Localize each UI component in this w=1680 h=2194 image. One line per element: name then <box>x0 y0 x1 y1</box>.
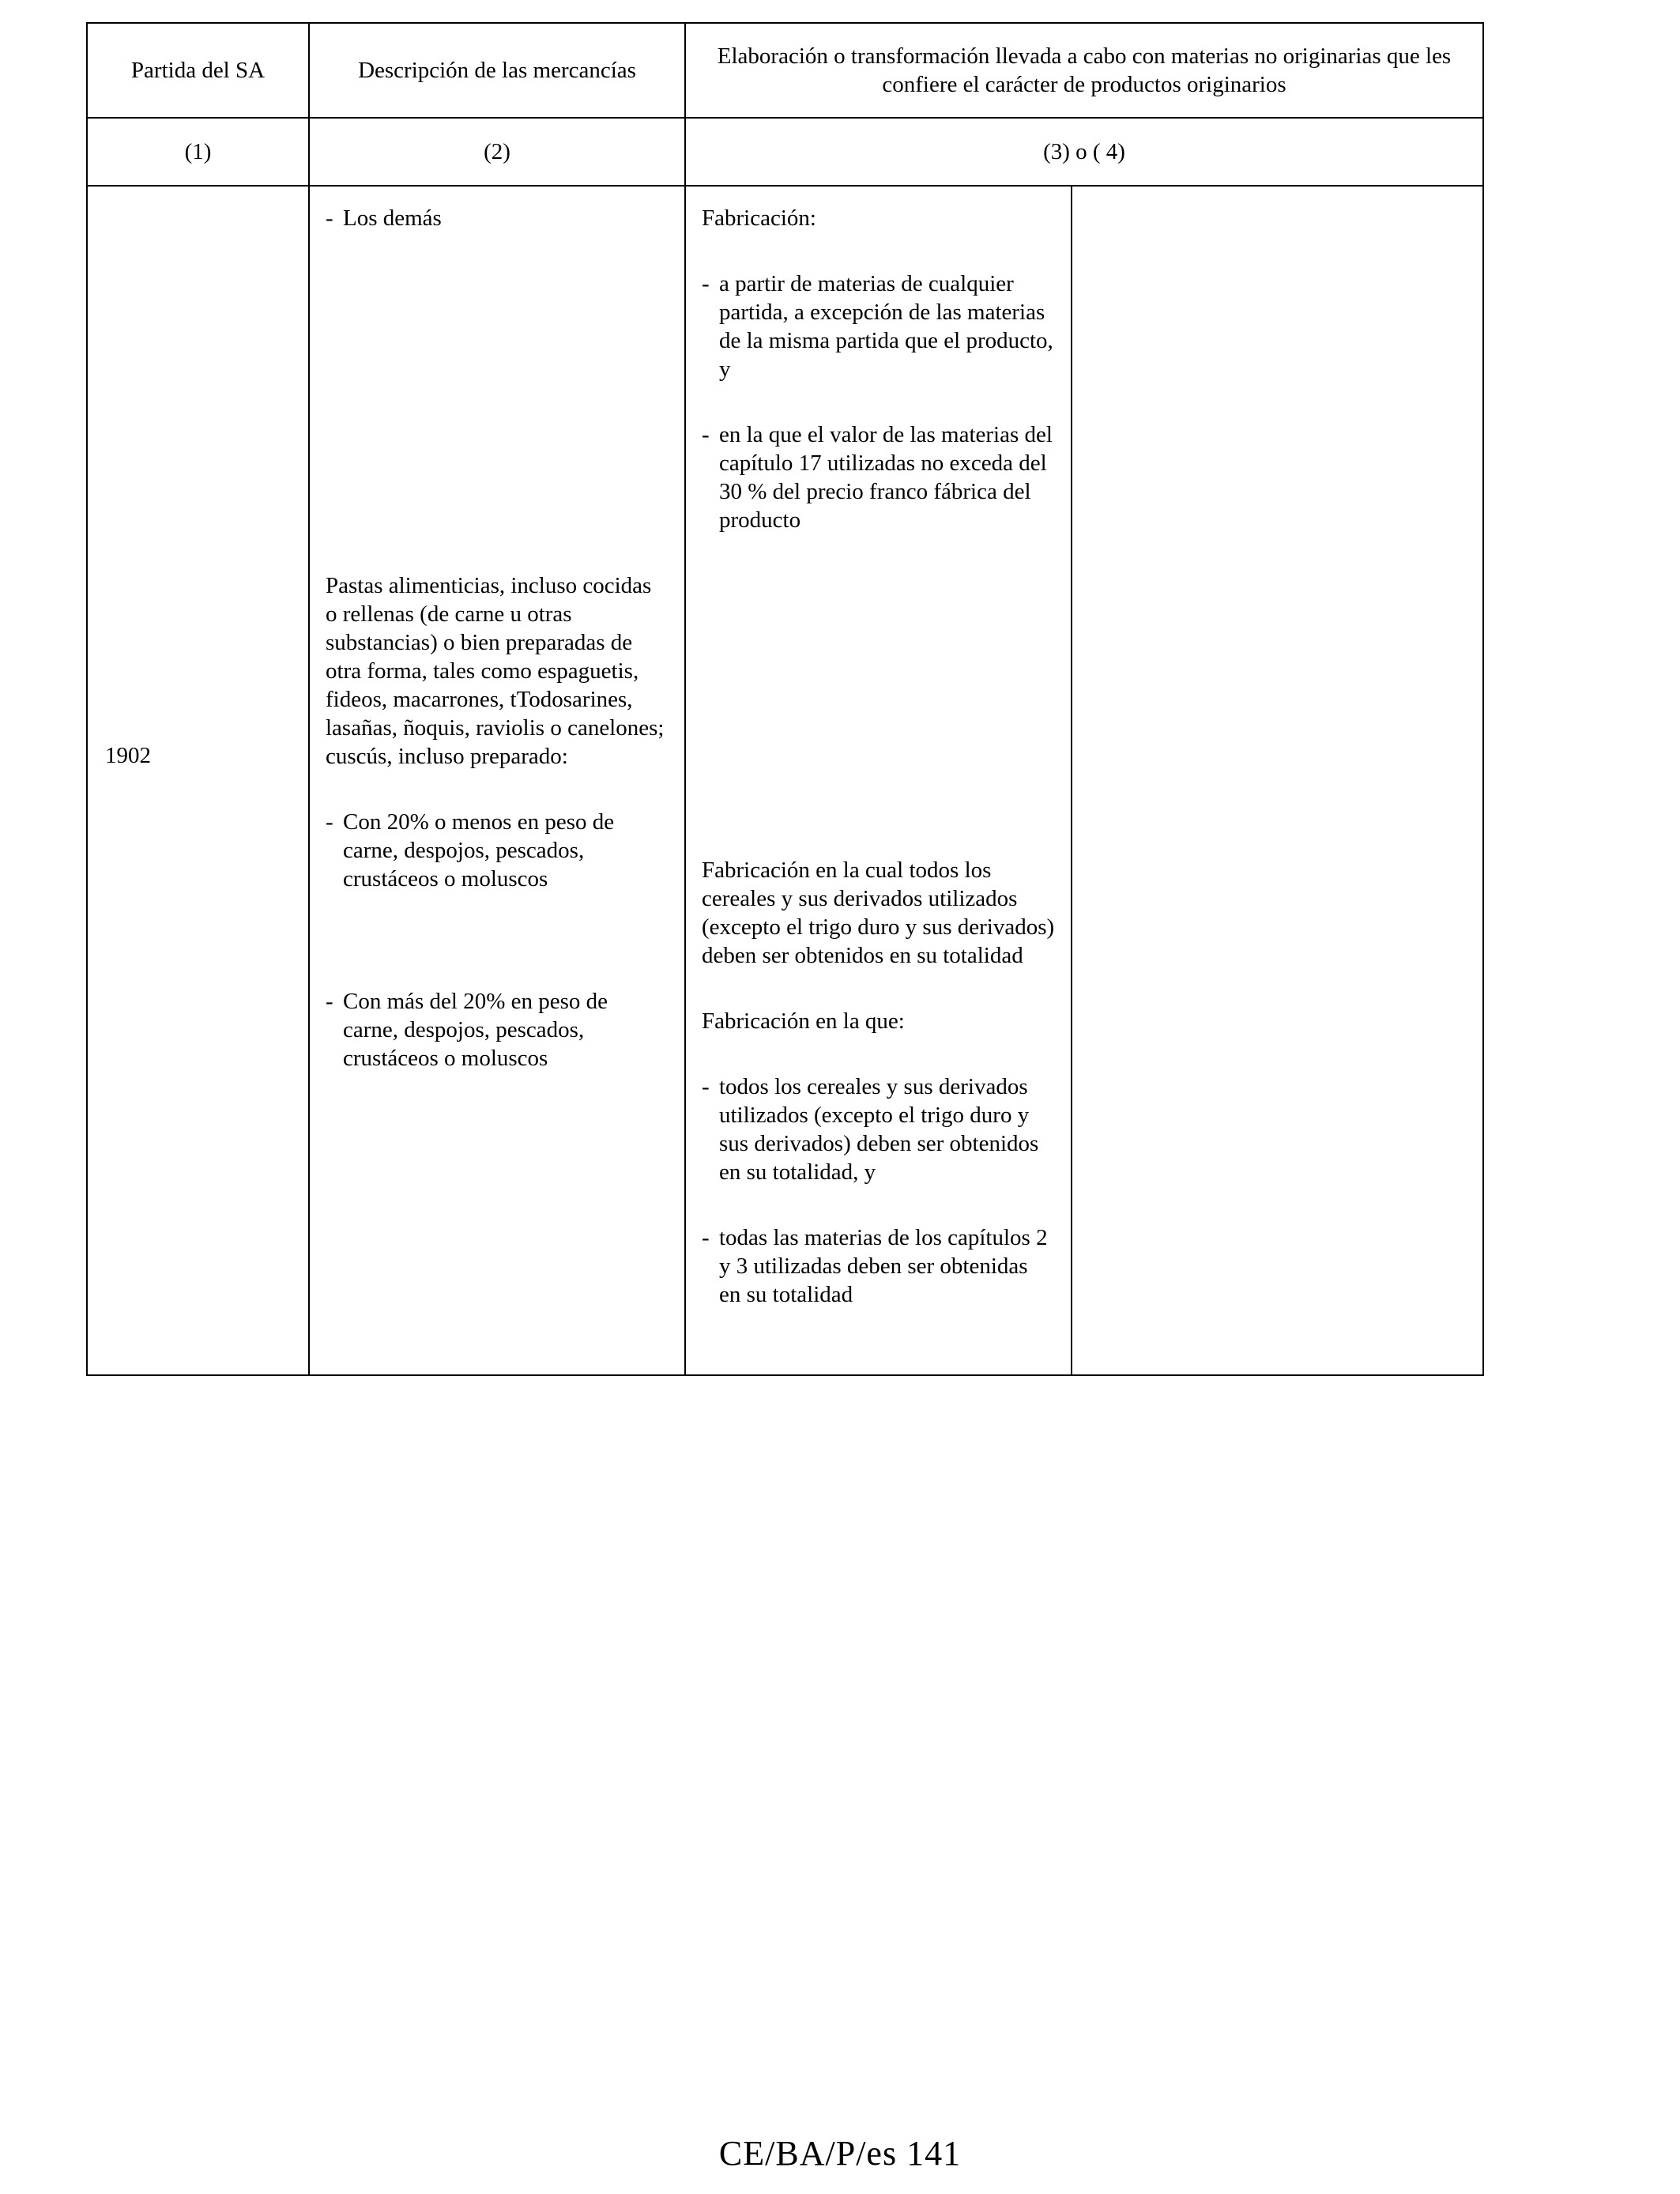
alternative-rule-cell <box>1072 186 1483 1375</box>
description-main: Pastas alimenticias, incluso cocidas o rellenas (de carne u otras substancias) o bien preparadas de otra forma, tales como espaguetis, fideos, macarrones, tTodosarines, lasañas, ñoquis, raviolis o canelones; cuscús, incluso preparado: <box>326 573 665 769</box>
list-item <box>702 1223 1055 1309</box>
table-row <box>87 186 1483 1375</box>
dash-marker: - <box>326 809 333 835</box>
rule3-item2: todas las materias de los capítulos 2 y 3 utilizadas deben ser obtenidas en su totalidad <box>719 1225 1048 1307</box>
header-partida: Partida del SA <box>87 23 309 118</box>
heading-code: 1902 <box>105 743 151 768</box>
description-more-than-20: Con más del 20% en peso de carne, despojos, pescados, crustáceos o moluscos <box>343 989 608 1071</box>
table-header-row <box>87 23 1483 118</box>
rule1-item2: en la que el valor de las materias del capítulo 17 utilizadas no exceda del 30 % del precio franco fábrica del producto <box>719 422 1053 533</box>
header-descripcion: Descripción de las mercancías <box>309 23 685 118</box>
list-item <box>326 204 669 232</box>
dash-marker: - <box>702 422 710 447</box>
header-elaboracion: Elaboración o transformación llevada a cabo con materias no originarias que les confiere el carácter de productos originarios <box>685 23 1483 118</box>
description-20-or-less: Con 20% o menos en peso de carne, despojos, pescados, crustáceos o moluscos <box>343 809 615 892</box>
description-cell <box>309 186 685 1375</box>
rule3-intro: Fabricación en la que: <box>702 1008 905 1034</box>
rule1-intro: Fabricación: <box>702 205 816 231</box>
list-item <box>326 808 669 893</box>
dash-marker: - <box>326 989 333 1014</box>
rule2: Fabricación en la cual todos los cereales y sus derivados utilizados (excepto el trigo duro y sus derivados) deben ser obtenidos en su totalidad <box>702 858 1055 968</box>
dash-marker: - <box>702 1225 710 1250</box>
dash-marker: - <box>702 1074 710 1099</box>
list-item <box>702 1072 1055 1186</box>
column-number-1: (1) <box>87 118 309 186</box>
column-number-3-4: (3) o ( 4) <box>685 118 1483 186</box>
rule3-item1: todos los cereales y sus derivados utilizados (excepto el trigo duro y sus derivados) deben ser obtenidos en su totalidad, y <box>719 1074 1039 1185</box>
rule1-item1: a partir de materias de cualquier partida, a excepción de las materias de la misma partida que el producto, y <box>719 271 1053 382</box>
heading-code-cell <box>87 186 309 1375</box>
dash-marker: - <box>702 271 710 296</box>
column-number-2: (2) <box>309 118 685 186</box>
list-item <box>702 270 1055 383</box>
dash-marker: - <box>326 205 333 231</box>
list-item <box>702 420 1055 534</box>
rules-cell <box>685 186 1072 1375</box>
origin-rules-table <box>86 22 1484 1376</box>
column-number-row <box>87 118 1483 186</box>
page-footer: CE/BA/P/es 141 <box>718 2134 962 2173</box>
description-los-demas: Los demás <box>343 205 442 231</box>
list-item <box>326 987 669 1072</box>
